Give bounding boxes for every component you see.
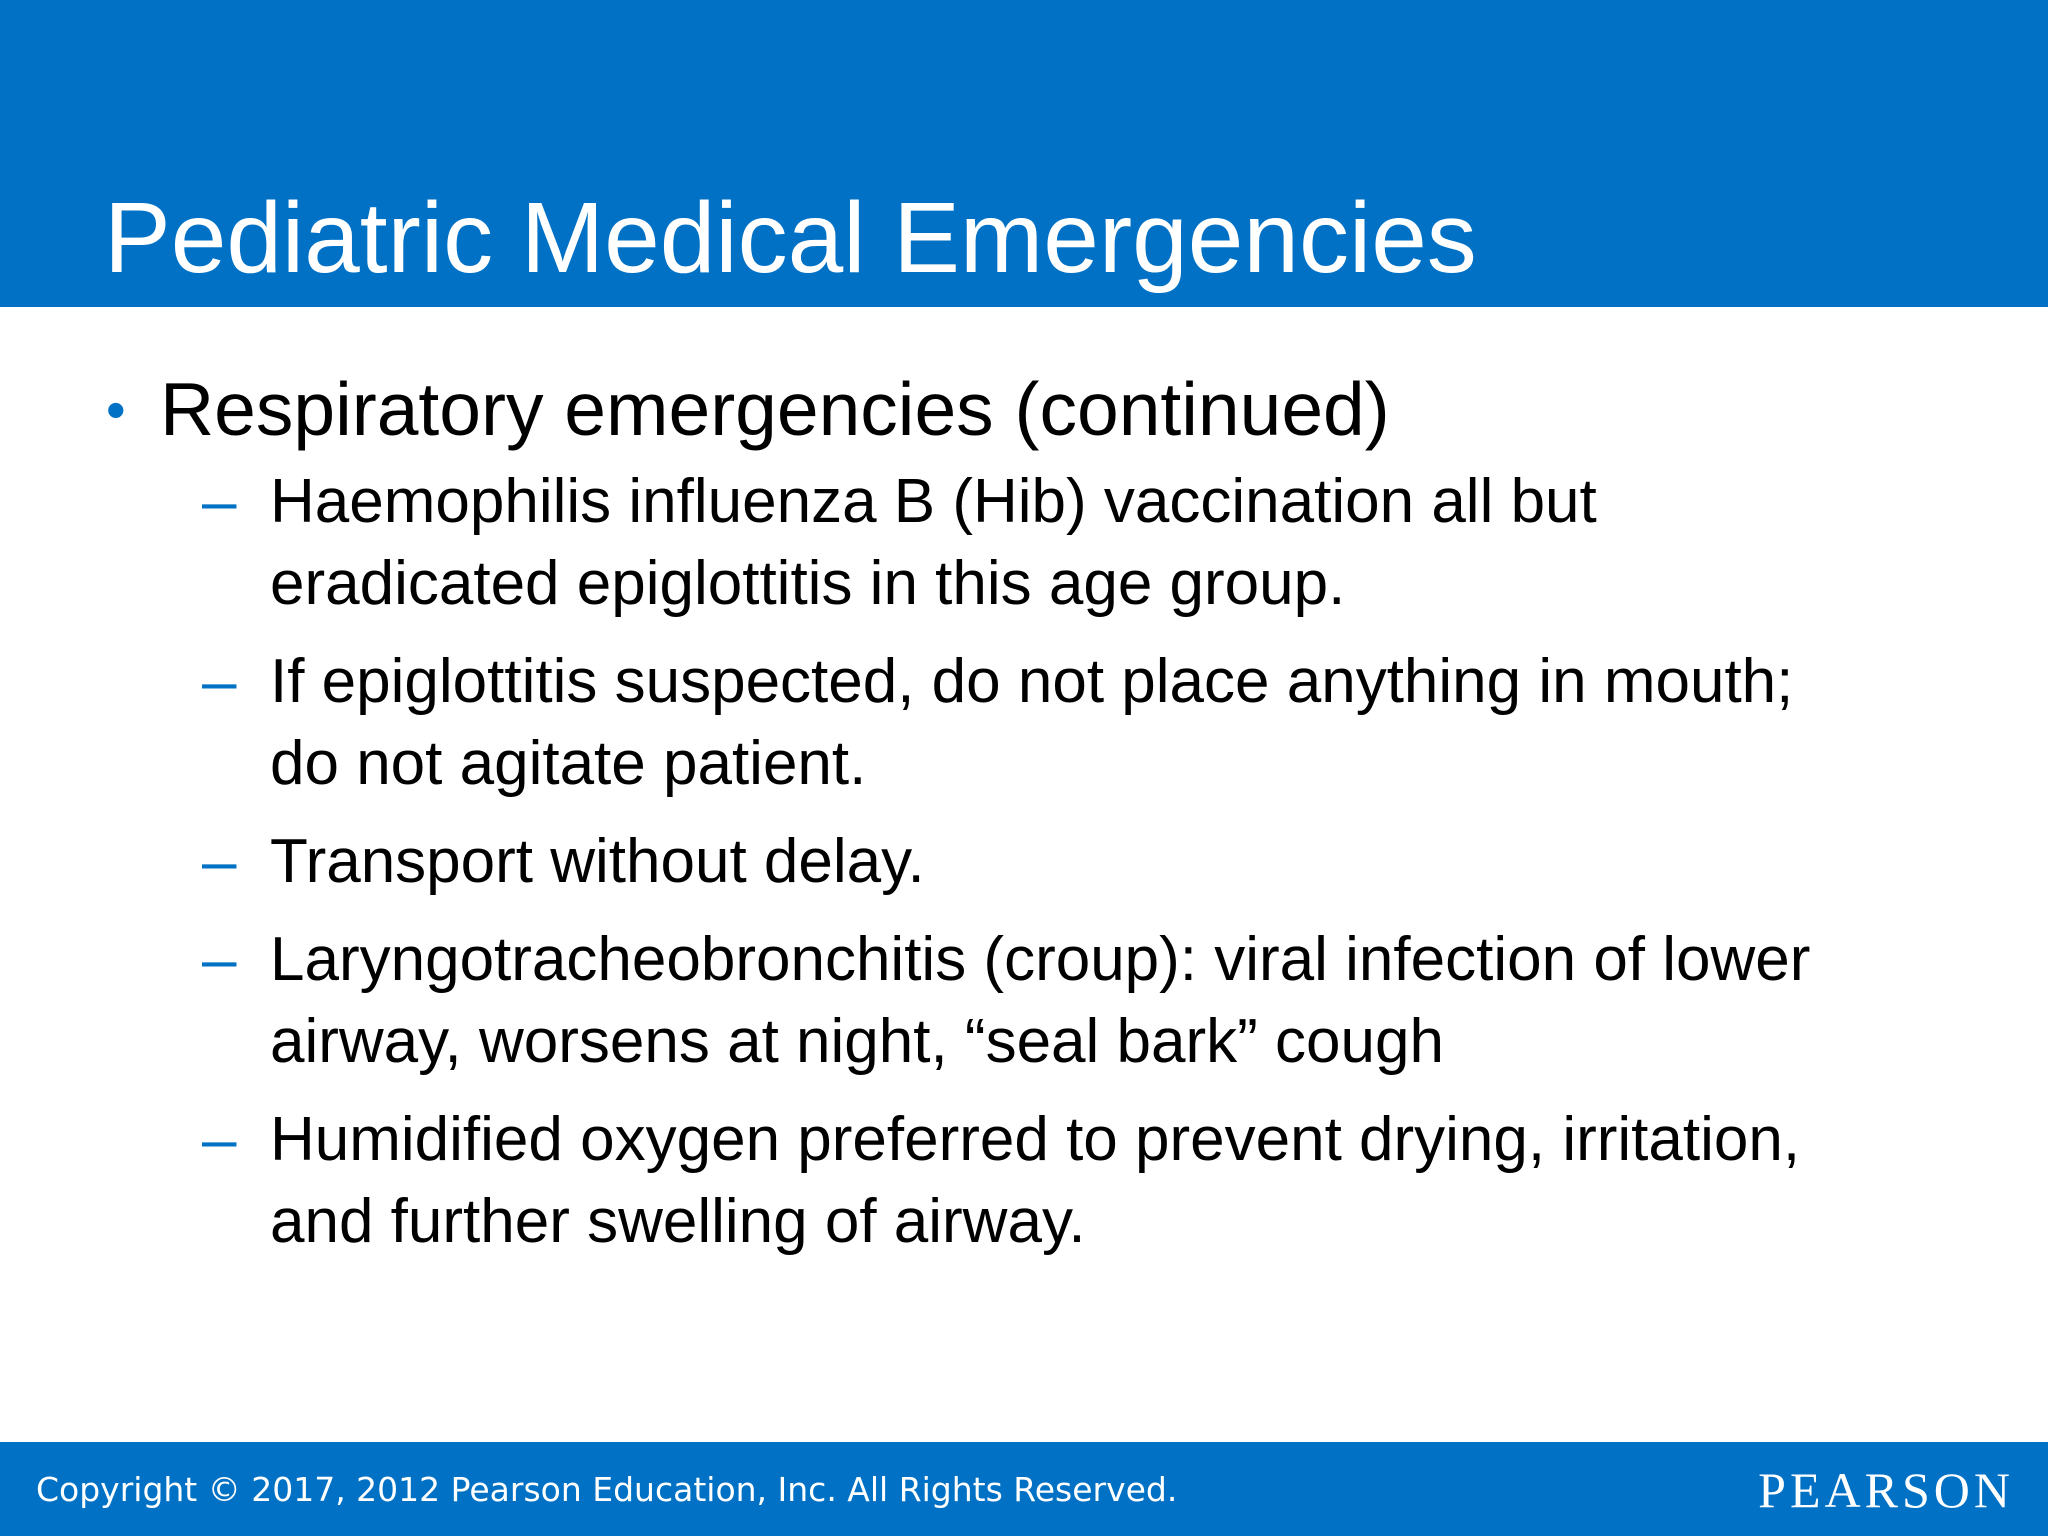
- copyright-notice: Copyright © 2017, 2012 Pearson Education, Inc. All Rights Reserved.: [36, 1470, 1178, 1509]
- main-bullet: [0, 362, 2048, 457]
- sub-bullet: [0, 919, 1830, 1083]
- sub-bullet: [0, 461, 1830, 625]
- slide-content: [0, 362, 2048, 1279]
- slide-title: Pediatric Medical Emergencies: [104, 182, 1477, 294]
- sub-bullet-text: Laryngotracheobronchitis (croup): viral infection of lower airway, worsens at night, “seal bark” cough: [270, 925, 1811, 1076]
- dash-icon: –: [202, 827, 237, 896]
- sub-bullet: [0, 821, 1830, 903]
- sub-bullet-text: Transport without delay.: [270, 827, 925, 896]
- main-bullet-text: Respiratory emergencies (continued): [160, 367, 1390, 451]
- footer-bar: [0, 1442, 2048, 1536]
- title-bar: [0, 0, 2048, 307]
- sub-bullet-text: Humidified oxygen preferred to prevent drying, irritation, and further swelling of airway.: [270, 1105, 1801, 1256]
- sub-bullet: [0, 1099, 1830, 1263]
- dash-icon: –: [202, 1105, 237, 1174]
- sub-bullet-text: Haemophilis influenza B (Hib) vaccination all but eradicated epiglottitis in this age group.: [270, 467, 1597, 618]
- pearson-logo: PEARSON: [1758, 1462, 2014, 1518]
- sub-bullet-text: If epiglottitis suspected, do not place anything in mouth; do not agitate patient.: [270, 647, 1794, 798]
- dash-icon: –: [202, 467, 237, 536]
- dash-icon: –: [202, 647, 237, 716]
- sub-bullet: [0, 641, 1830, 805]
- bullet-dot-icon: •: [106, 378, 126, 441]
- dash-icon: –: [202, 925, 237, 994]
